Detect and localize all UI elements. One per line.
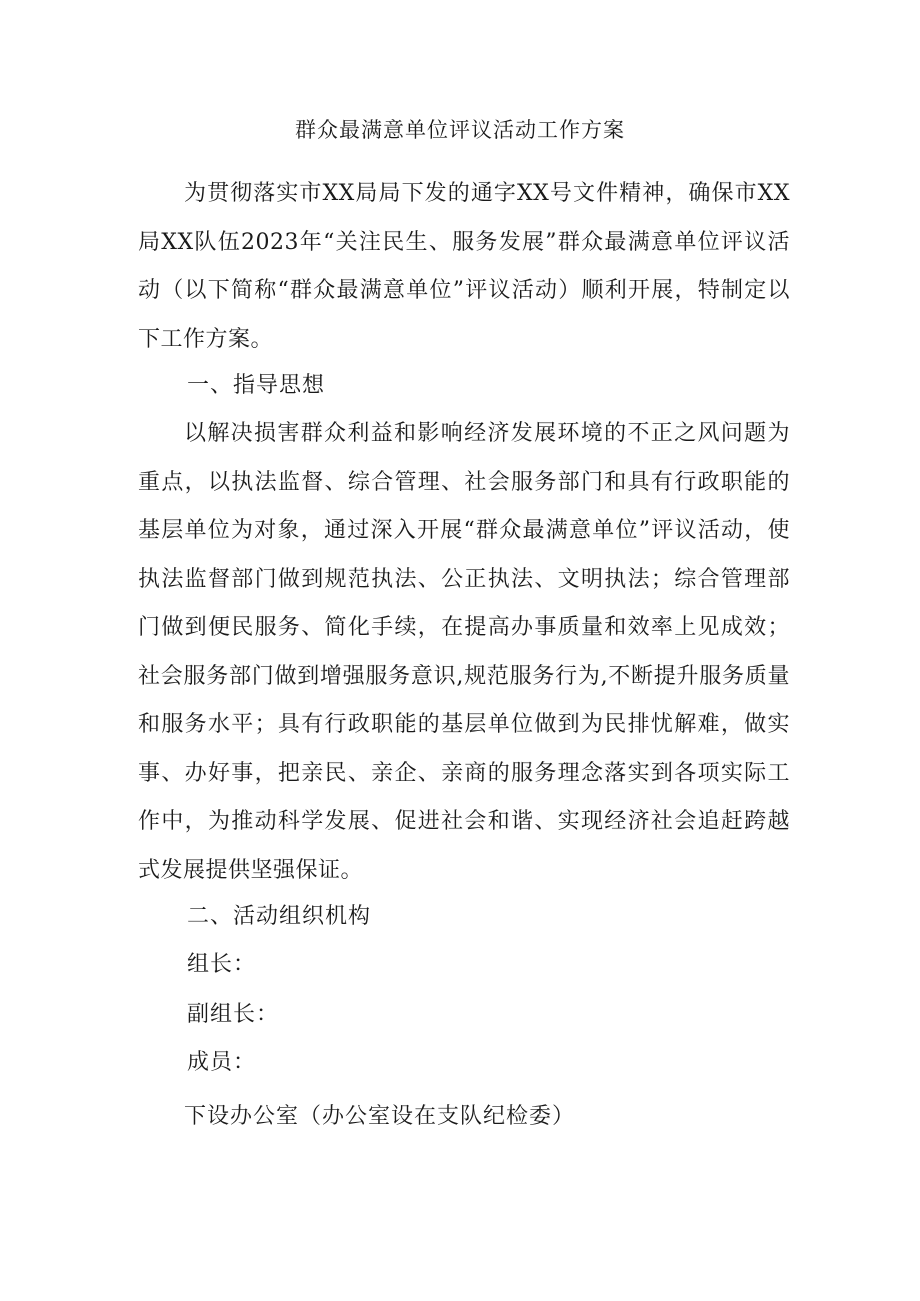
deputy-leader-label: 副组长： xyxy=(187,1002,280,1027)
section-heading-organization: 二、活动组织机构 xyxy=(187,904,372,929)
office-line: 下设办公室（办公室设在支队纪检委） xyxy=(184,1104,576,1129)
leader-label: 组长： xyxy=(187,952,257,977)
guiding-ideology-paragraph: 以解决损害群众利益和影响经济发展环境的不正之风问题为重点，以执法监督、综合管理、社会服务部门和具有行政职能的基层单位为对象，通过深入开展“群众最满意单位”评议活动，使执法监督部门做到规范执法、公正执法、文明执法；综合管理部门做到便民服务、简化手续，在提高办事质量和效率上见成效；社会服务部门做到增强服务意识,规范服务行为,不断提升服务质量和服务水平；具有行政职能的基层单位做到为民排忧解难，做实事、办好事，把亲民、亲企、亲商的服务理念落实到各项实际工作中，为推动科学发展、促进社会和谐、实现经济社会追赶跨越式发展提供坚强保证。 xyxy=(138,421,790,883)
section-heading-guiding-ideology: 一、指导思想 xyxy=(187,373,326,398)
members-label: 成员： xyxy=(187,1050,257,1075)
document-title: 群众最满意单位评议活动工作方案 xyxy=(295,118,625,142)
intro-paragraph: 为贯彻落实市XX局局下发的通字XX号文件精神，确保市XX局XX队伍2023年“关注民生、服务发展”群众最满意单位评议活动（以下简称“群众最满意单位”评议活动）顺利开展，特制定以下工作方案。 xyxy=(138,181,790,352)
